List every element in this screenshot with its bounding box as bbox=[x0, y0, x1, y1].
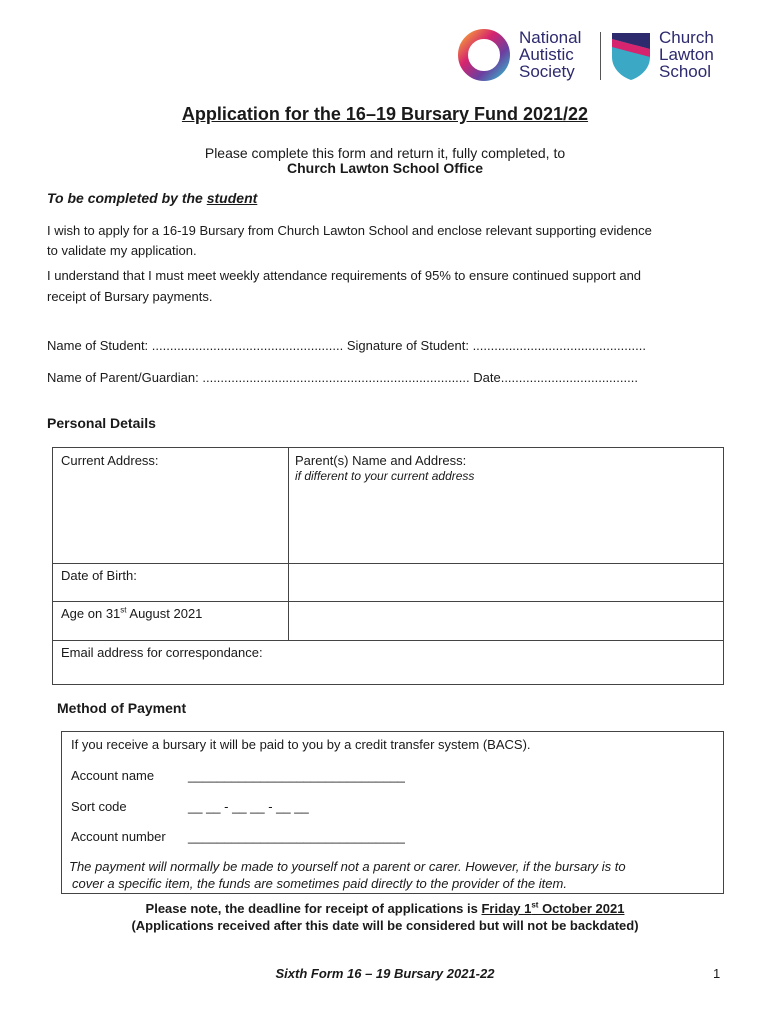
personal-details-heading: Personal Details bbox=[47, 415, 156, 431]
logo-divider bbox=[600, 32, 601, 80]
student-heading-prefix: To be completed by the bbox=[47, 190, 207, 206]
nas-logo-line: Autistic bbox=[519, 45, 574, 64]
sort-code-label: Sort code bbox=[71, 799, 127, 814]
page-title bbox=[0, 104, 770, 125]
table-column-divider bbox=[288, 448, 289, 641]
nas-logo-text bbox=[519, 29, 581, 80]
deadline-notice bbox=[0, 900, 770, 917]
table-row-divider bbox=[53, 601, 723, 602]
deadline-note: (Applications received after this date will be considered but will not be backdated) bbox=[131, 918, 639, 933]
age-label-suffix: August 2021 bbox=[126, 606, 203, 621]
age-label-sup: st bbox=[120, 605, 127, 615]
account-name-label: Account name bbox=[71, 768, 155, 783]
email-field[interactable]: Email address for correspondance: bbox=[61, 645, 263, 660]
parent-address-field[interactable]: Parent(s) Name and Address: bbox=[295, 453, 467, 468]
student-para-2-line-2: receipt of Bursary payments. bbox=[47, 289, 213, 304]
account-number-input[interactable]: ______________________________ bbox=[188, 829, 405, 844]
school-logo-line: Church bbox=[659, 28, 714, 47]
payment-intro: If you receive a bursary it will be paid to you by a credit transfer system (BACS). bbox=[71, 737, 531, 752]
current-address-field[interactable]: Current Address: bbox=[61, 453, 159, 468]
table-row-divider bbox=[53, 640, 723, 641]
page-number: 1 bbox=[713, 966, 721, 981]
school-logo-text bbox=[659, 29, 714, 80]
footer-label: Sixth Form 16 – 19 Bursary 2021-22 bbox=[275, 966, 495, 981]
student-signature-line[interactable]: Name of Student: ..................................................... Signature of Student: ................................................ bbox=[47, 338, 646, 353]
page-title-text: Application for the 16–19 Bursary Fund 2021/22 bbox=[181, 104, 589, 124]
deadline-date-prefix: Friday 1 bbox=[481, 901, 532, 916]
account-number-label: Account number bbox=[71, 829, 166, 844]
student-heading-emph: student bbox=[206, 190, 258, 206]
deadline-prefix: Please note, the deadline for receipt of applications is bbox=[145, 901, 482, 916]
payment-heading: Method of Payment bbox=[57, 700, 187, 716]
table-row-divider bbox=[53, 563, 723, 564]
personal-details-table bbox=[52, 447, 724, 685]
age-label-prefix: Age on 31 bbox=[61, 606, 121, 621]
deadline-date bbox=[481, 901, 624, 916]
student-para-1-line-1: I wish to apply for a 16-19 Bursary from Church Lawton School and enclose relevant supporting evidence bbox=[47, 223, 652, 238]
age-field[interactable] bbox=[61, 605, 202, 622]
student-para-1-line-2: to validate my application. bbox=[47, 243, 197, 258]
payment-note-line-1: The payment will normally be made to yourself not a parent or carer. However, if the bursary is to bbox=[69, 859, 626, 874]
parent-address-note: if different to your current address bbox=[295, 469, 475, 483]
deadline-date-sup: st bbox=[531, 900, 539, 910]
intro-line-1: Please complete this form and return it, fully completed, to bbox=[204, 145, 566, 161]
school-logo-line: School bbox=[659, 62, 711, 81]
nas-logo-line: Society bbox=[519, 62, 575, 81]
school-logo-line: Lawton bbox=[659, 45, 714, 64]
payment-note-line-2: cover a specific item, the funds are sometimes paid directly to the provider of the item. bbox=[72, 876, 567, 891]
sort-code-input[interactable]: __ __ - __ __ - __ __ bbox=[188, 799, 309, 814]
deadline-date-suffix: October 2021 bbox=[538, 901, 625, 916]
payment-box bbox=[61, 731, 724, 894]
account-name-input[interactable]: ______________________________ bbox=[188, 768, 405, 783]
nas-ring-icon bbox=[449, 26, 519, 84]
intro-school-office: Church Lawton School Office bbox=[286, 160, 483, 176]
nas-logo-line: National bbox=[519, 28, 582, 47]
student-section-heading bbox=[47, 190, 257, 206]
student-para-2-line-1: I understand that I must meet weekly attendance requirements of 95% to ensure continued support and bbox=[47, 268, 642, 283]
parent-signature-line[interactable]: Name of Parent/Guardian: .......................................................................... Date...................................... bbox=[47, 370, 638, 385]
date-of-birth-field[interactable]: Date of Birth: bbox=[61, 568, 137, 583]
school-shield-icon bbox=[610, 31, 652, 81]
